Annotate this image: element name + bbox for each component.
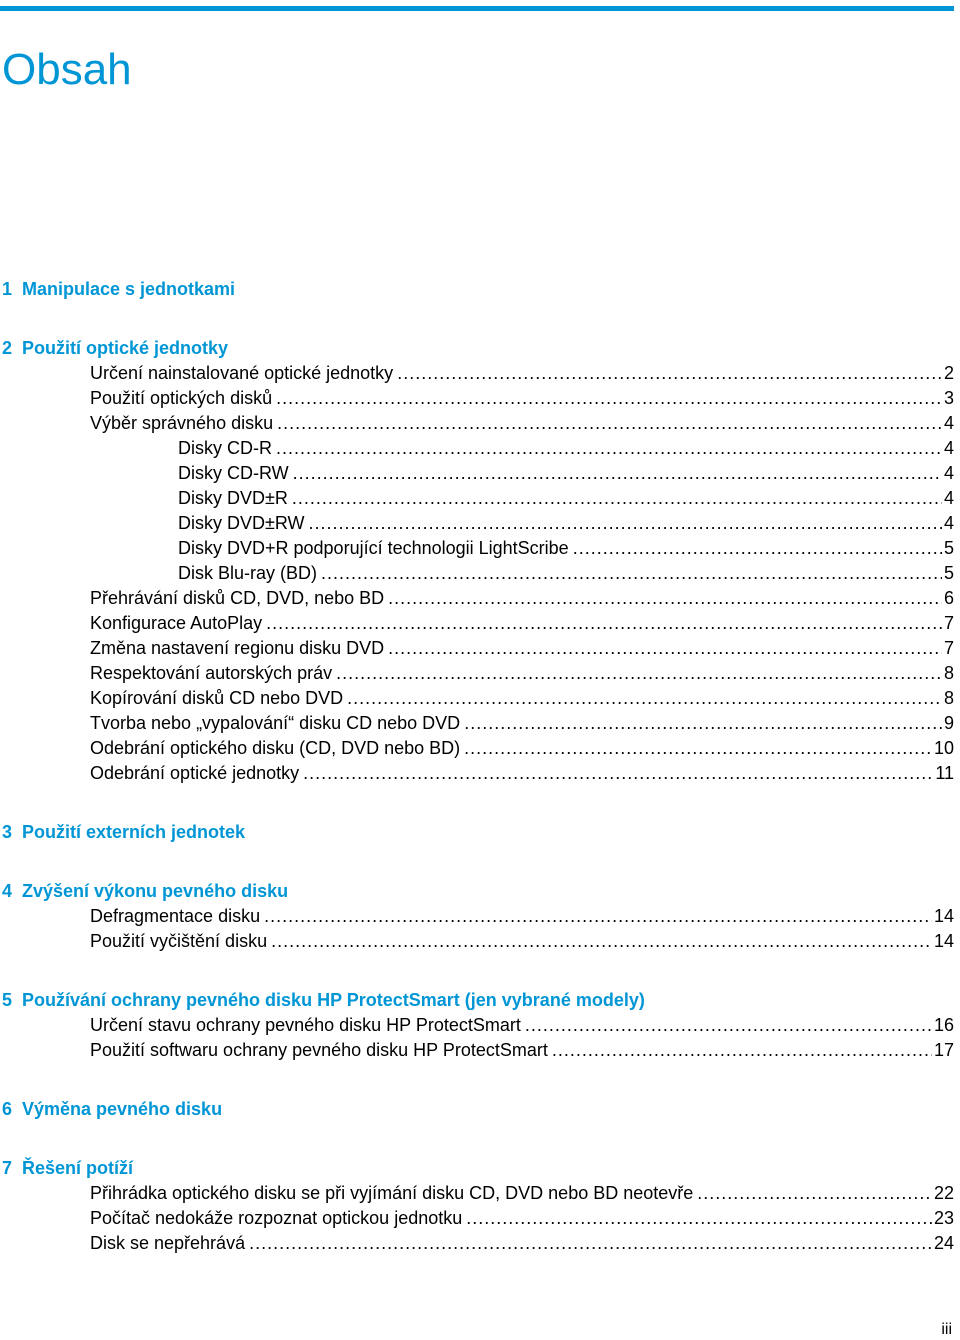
dot-leader [293, 461, 942, 485]
toc-entry[interactable] [90, 1231, 954, 1255]
toc-entry-label: Kopírování disků CD nebo DVD [90, 688, 344, 708]
toc-entry-label: Disky CD-RW [178, 463, 289, 483]
toc-entry-label: Přihrádka optického disku se při vyjímání disku CD, DVD nebo BD neotevře [90, 1183, 694, 1203]
dot-leader [466, 1206, 932, 1230]
dot-leader [277, 411, 942, 435]
toc-entry-label: Respektování autorských práv [90, 663, 333, 683]
toc-entry-label: Použití softwaru ochrany pevného disku HP ProtectSmart [90, 1040, 548, 1060]
dot-leader [388, 636, 942, 660]
chapter-title: Použití optické jednotky [22, 338, 229, 358]
toc-entry[interactable] [90, 686, 954, 710]
chapter-title: Použití externích jednotek [22, 822, 246, 842]
toc-entry-page: 2 [943, 363, 954, 383]
toc-entry-label: Odebrání optického disku (CD, DVD nebo BD) [90, 738, 461, 758]
chapter-title: Výměna pevného disku [22, 1099, 223, 1119]
toc-entry-label: Defragmentace disku [90, 906, 261, 926]
dot-leader [464, 711, 942, 735]
dot-leader [292, 486, 942, 510]
toc-entry-page: 23 [933, 1208, 954, 1228]
toc-entry[interactable] [90, 929, 954, 953]
chapter-number: 3 [2, 822, 13, 842]
chapter-number: 7 [2, 1158, 13, 1178]
chapter-number: 5 [2, 990, 13, 1010]
toc-entry[interactable] [90, 586, 954, 610]
toc-chapter-3[interactable] [2, 820, 245, 844]
dot-leader [388, 586, 942, 610]
toc-entry-label: Disky DVD+R podporující technologii LightScribe [178, 538, 569, 558]
dot-leader [276, 436, 942, 460]
toc-entry-label: Disky DVD±RW [178, 513, 305, 533]
toc-chapter-1[interactable] [2, 277, 235, 301]
toc-entry[interactable] [90, 636, 954, 660]
toc-entry-page: 11 [935, 763, 954, 783]
toc-entry-label: Tvorba nebo „vypalování“ disku CD nebo DVD [90, 713, 461, 733]
toc-entry-label: Disk Blu-ray (BD) [178, 563, 318, 583]
toc-entry-label: Disk se nepřehrává [90, 1233, 246, 1253]
page-title: Obsah [2, 45, 132, 95]
toc-entry-label: Konfigurace AutoPlay [90, 613, 263, 633]
dot-leader [525, 1013, 932, 1037]
toc-entry-label: Výběr správného disku [90, 413, 274, 433]
toc-entry[interactable] [90, 761, 954, 785]
toc-entry-page: 4 [943, 513, 954, 533]
toc-entry-page: 17 [933, 1040, 954, 1060]
chapter-title: Manipulace s jednotkami [22, 279, 236, 299]
toc-entry[interactable] [178, 511, 954, 535]
header-rule [0, 6, 954, 11]
toc-entry[interactable] [178, 461, 954, 485]
toc-entry[interactable] [90, 711, 954, 735]
dot-leader [697, 1181, 932, 1205]
dot-leader [266, 611, 942, 635]
toc-entry[interactable] [90, 1013, 954, 1037]
toc-entry-page: 16 [933, 1015, 954, 1035]
dot-leader [397, 361, 942, 385]
toc-entry-label: Použití optických disků [90, 388, 273, 408]
dot-leader [464, 736, 932, 760]
toc-entry-label: Určení nainstalované optické jednotky [90, 363, 394, 383]
page-number: iii [941, 1321, 952, 1338]
toc-chapter-5[interactable] [2, 988, 645, 1012]
toc-entry[interactable] [90, 1181, 954, 1205]
toc-chapter-2[interactable] [2, 336, 228, 360]
dot-leader [303, 761, 933, 785]
toc-entry-page: 8 [943, 688, 954, 708]
toc-entry-page: 14 [933, 906, 954, 926]
toc-entry[interactable] [90, 904, 954, 928]
toc-entry-page: 4 [943, 413, 954, 433]
toc-entry[interactable] [178, 536, 954, 560]
toc-entry-page: 14 [933, 931, 954, 951]
toc-chapter-6[interactable] [2, 1097, 222, 1121]
toc-entry-label: Odebrání optické jednotky [90, 763, 300, 783]
toc-entry-page: 9 [943, 713, 954, 733]
toc-entry-page: 4 [943, 438, 954, 458]
chapter-title: Řešení potíží [22, 1158, 134, 1178]
chapter-title: Zvýšení výkonu pevného disku [22, 881, 289, 901]
toc-chapter-4[interactable] [2, 879, 288, 903]
toc-entry-label: Disky DVD±R [178, 488, 288, 508]
chapter-number: 4 [2, 881, 13, 901]
dot-leader [249, 1231, 932, 1255]
toc-entry-label: Počítač nedokáže rozpoznat optickou jednotku [90, 1208, 463, 1228]
toc-entry-label: Určení stavu ochrany pevného disku HP ProtectSmart [90, 1015, 521, 1035]
toc-entry[interactable] [178, 436, 954, 460]
toc-entry-page: 3 [943, 388, 954, 408]
toc-entry-page: 5 [943, 563, 954, 583]
dot-leader [264, 904, 932, 928]
toc-entry-page: 4 [943, 463, 954, 483]
toc-entry[interactable] [90, 411, 954, 435]
toc-entry-label: Použití vyčištění disku [90, 931, 268, 951]
chapter-number: 6 [2, 1099, 13, 1119]
dot-leader [552, 1038, 932, 1062]
dot-leader [309, 511, 942, 535]
toc-chapter-7[interactable] [2, 1156, 133, 1180]
dot-leader [347, 686, 942, 710]
toc-entry-page: 7 [943, 638, 954, 658]
toc-entry[interactable] [178, 561, 954, 585]
toc-entry-page: 7 [943, 613, 954, 633]
toc-entry-page: 5 [943, 538, 954, 558]
dot-leader [276, 386, 942, 410]
toc-entry-page: 10 [933, 738, 954, 758]
toc-entry-page: 4 [943, 488, 954, 508]
dot-leader [321, 561, 942, 585]
toc-entry-page: 22 [933, 1183, 954, 1203]
toc-entry[interactable] [90, 611, 954, 635]
toc-entry[interactable] [90, 386, 954, 410]
toc-entry[interactable] [90, 736, 954, 760]
dot-leader [271, 929, 932, 953]
toc-entry[interactable] [90, 661, 954, 685]
chapter-number: 2 [2, 338, 13, 358]
toc-entry[interactable] [90, 361, 954, 385]
toc-entry-page: 6 [943, 588, 954, 608]
toc-entry-label: Přehrávání disků CD, DVD, nebo BD [90, 588, 385, 608]
dot-leader [573, 536, 942, 560]
chapter-title: Používání ochrany pevného disku HP ProtectSmart (jen vybrané modely) [22, 990, 645, 1010]
toc-entry[interactable] [90, 1206, 954, 1230]
toc-entry[interactable] [90, 1038, 954, 1062]
toc-entry-label: Změna nastavení regionu disku DVD [90, 638, 385, 658]
chapter-number: 1 [2, 279, 13, 299]
dot-leader [336, 661, 942, 685]
toc-entry-page: 24 [933, 1233, 954, 1253]
toc-entry-page: 8 [943, 663, 954, 683]
toc-entry-label: Disky CD-R [178, 438, 272, 458]
toc-entry[interactable] [178, 486, 954, 510]
